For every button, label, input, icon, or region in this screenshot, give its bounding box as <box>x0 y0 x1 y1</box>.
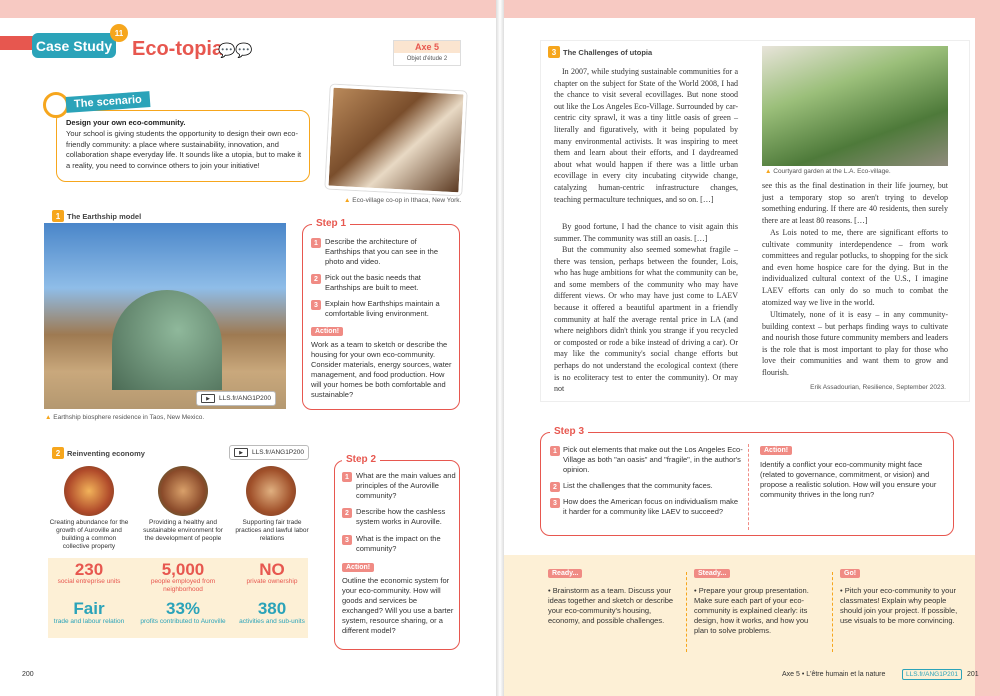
video-link-1[interactable]: ▶ LLS.fr/ANG1P200 <box>196 391 276 406</box>
play-icon: ▶ <box>234 448 248 457</box>
step-2-label: Step 2 <box>342 454 380 465</box>
step-1-action-text: Work as a team to sketch or describe the housing for your own eco-community. Consider materials, energy sources, water management, and food production. How will your homes be both comfortable and sustainable? <box>311 340 452 399</box>
page-number-right: 201 <box>967 671 979 678</box>
section-1-num: 1 <box>52 210 64 222</box>
stat-3-num: NO <box>259 560 285 579</box>
stat-4-label: trade and labour relation <box>53 618 125 625</box>
scenario-heading: Design your own eco-community. <box>66 118 186 127</box>
step-3-action-text: Identify a conflict your eco-community might face (related to governance, commitment, or vision) and propose a realistic solution. How will you ensure your community thrives in the long run? <box>760 460 937 499</box>
triangle-icon: ▲ <box>344 197 351 204</box>
step-2-q3: What is the impact on the community? <box>356 534 441 553</box>
source-line: Erik Assadourian, Resilience, September 2023. <box>810 384 946 391</box>
divider <box>686 572 687 652</box>
step-3-q2: List the challenges that the community faces. <box>563 481 713 490</box>
scenario-text: Your school is giving students the opportunity to design their own eco-friendly community: a place where sustainability, innovation, and collaboration shape everyday life. It sounds like a utopia, but to make it a reality, you need to convince others to join your initiative! <box>66 129 302 170</box>
section-2-num: 2 <box>52 447 64 459</box>
step-3-q2-num: 2 <box>550 482 560 492</box>
step-3-action-label: Action! <box>760 446 792 455</box>
text-col2-p2: As Lois noted to me, there are significant efforts to cultivate community interdependence – from work committees and regular potlucks, to shopping for the sick and even home hospice care for the dying. But in the individualized cultural context of the U.S., I imagine LAEV efforts can only do so much to combat the atomized way we live in the world. <box>762 228 948 307</box>
step-2-action-text: Outline the economic system for your eco-community. How will goods and services be exchanged? Will you use a barter system, resource sharing, or a different model? <box>342 576 454 635</box>
video-link-2[interactable]: ▶ LLS.fr/ANG1P200 <box>229 445 309 460</box>
case-study-badge: Case Study <box>32 33 116 58</box>
axe-box <box>393 40 461 66</box>
la-caption: ▲ Courtyard garden at the L.A. Eco-village. <box>765 168 891 175</box>
triangle-icon: ▲ <box>765 168 772 175</box>
step-2-q1: What are the main values and principles of the Auroville community? <box>356 471 456 500</box>
step-1-action-label: Action! <box>311 327 343 336</box>
stat-1-num: 230 <box>74 560 104 579</box>
steady-text: • Prepare your group presentation. Make sure each part of your eco-community is explained clearly: its design, how it works, and how you plan to solve problems. <box>694 586 809 635</box>
circle-label-3: Supporting fair trade practices and lawful labor relations <box>235 519 309 542</box>
circle-photo-3 <box>246 466 296 516</box>
stat-1-label: social entreprise units <box>57 578 121 585</box>
top-band-right <box>500 0 1000 18</box>
target-icon <box>43 92 69 118</box>
objet-label: Objet d'étude 2 <box>406 56 448 62</box>
step-1-q1: Describe the architecture of Earthships that you can see in the photo and video. <box>325 237 438 266</box>
step-1-label: Step 1 <box>312 218 350 229</box>
step-3-q1: Pick out elements that make out the Los Angeles Eco-Village as both "an oasis" and "fragile", in the author's opinion. <box>563 445 743 474</box>
page-title: Eco-topia <box>132 38 224 60</box>
ithaca-caption: ▲ Eco-village co-op in Ithaca, New York. <box>344 197 462 204</box>
section-3-title: The Challenges of utopia <box>563 48 653 57</box>
stat-4-num: Fair <box>73 599 105 618</box>
step-2-q2: Describe how the cashless system works in Auroville. <box>356 507 446 526</box>
step-1-q3: Explain how Earthships maintain a comfortable living environment. <box>325 299 440 318</box>
ithaca-photo <box>325 85 466 196</box>
text-col1-p2: By good fortune, I had the chance to visit again this summer. The community was still an oasis. […] <box>554 222 738 243</box>
stat-2-label: people employed from neighborhood <box>150 578 216 593</box>
step-2-q3-num: 3 <box>342 535 352 545</box>
text-col1-p1: In 2007, while studying sustainable communities for a chapter on the subject for State of the World 2008, I had the chance to visit several ecovillages. But none stood out like the Los Angeles Eco-Village. Surrounded by car-centric city sprawl, it was a tiny little oasis of green – literally and figuratively, with it being populated by many environmental activists. It was inspiring to meet them and learn about their efforts, and I daydreamed about what would happen if there was a little urban ecovillage in every city incubating citywide change, catalyzing human-centric infrastructure changes, teaching permaculture techniques, and so on. […] <box>554 67 738 204</box>
circle-label-2: Providing a healthy and sustainable environment for the development of people <box>143 519 223 542</box>
text-col2-p1: see this as the final destination in their life journey, but just a temporary stop so aren't trying to develop something enduring. If there are 40 residents, then surely there are at least 80 reasons. […] <box>762 181 948 225</box>
go-text: • Pitch your eco-community to your classmates! Explain why people should join your project. If possible, use visuals to be more convincing. <box>840 586 958 625</box>
stat-2-num: 5,000 <box>161 560 205 579</box>
stat-3-label: private ownership <box>246 578 298 585</box>
step-3-q1-num: 1 <box>550 446 560 456</box>
step-2-q2-num: 2 <box>342 508 352 518</box>
page-number-left: 200 <box>22 671 34 678</box>
la-garden-photo <box>762 46 948 166</box>
step-2-q1-num: 1 <box>342 472 352 482</box>
circle-photo-2 <box>158 466 208 516</box>
step-1-q1-num: 1 <box>311 238 321 248</box>
triangle-icon: ▲ <box>45 414 52 421</box>
speech-bubbles-icon: 💬💬 <box>218 42 253 58</box>
text-col2-p3: Ultimately, none of it is easy – in any community-building context – but perhaps finding ways to cultivate and nourish those future community members and leaders is the role that is most important to play for those who love their communities and want them to grow and flourish. <box>762 310 948 377</box>
divider <box>832 572 833 652</box>
earthship-house-shape <box>112 290 222 390</box>
go-label: Go! <box>840 569 860 578</box>
stat-5-num: 33% <box>165 599 201 618</box>
step-1-q2-num: 2 <box>311 274 321 284</box>
step-3-q3: How does the American focus on individualism make it harder for a community like LAEV to succeed? <box>563 497 739 516</box>
step-3-label: Step 3 <box>550 426 588 437</box>
stat-5-label: profits contributed to Auroville <box>140 618 226 625</box>
case-study-number: 11 <box>110 24 128 42</box>
footer-link[interactable]: LLS.fr/ANG1P201 <box>902 669 962 680</box>
play-icon: ▶ <box>201 394 215 403</box>
book-gutter <box>496 0 504 696</box>
section-1-title: The Earthship model <box>67 212 142 221</box>
side-band-right <box>975 0 1000 696</box>
steady-label: Steady... <box>694 569 730 578</box>
step-1-q3-num: 3 <box>311 300 321 310</box>
step-2-action-label: Action! <box>342 563 374 572</box>
section-3-num: 3 <box>548 46 560 58</box>
stat-6-label: activities and sub-units <box>239 618 305 625</box>
scenario-label: The scenario <box>66 91 151 113</box>
axe-label: Axe 5 <box>394 41 460 53</box>
stat-6-num: 380 <box>257 599 287 618</box>
text-col1-p3: But the community also seemed somewhat fragile – there was tension, perhaps between the founder, Lois, who has huge ambitions for what the community can be, and some members of the community who may have different views. Or who may have just come to LAEV because it offered a beautiful apartment in a friendly community at half the average rental price in LA (and where neighbors didn't think you strange if you recycled or composted or rode a bike instead of driving a car). Or may like the community's social change efforts but perhaps do not understand the ecological context (there is no ecoliteracy test to enter the community). Or may not <box>554 245 738 394</box>
step-3-q3-num: 3 <box>550 498 560 508</box>
section-2-title: Reinventing economy <box>67 449 145 458</box>
ready-text: • Brainstorm as a team. Discuss your ideas together and sketch or describe your eco-community's housing, economy, and possible challenges. <box>548 586 674 625</box>
top-band-left <box>0 0 500 18</box>
footer-axe: Axe 5 • L'être humain et la nature <box>782 671 886 678</box>
circle-photo-1 <box>64 466 114 516</box>
ready-label: Ready... <box>548 569 582 578</box>
divider <box>748 444 749 530</box>
circle-label-1: Creating abundance for the growth of Auroville and building a common collective property <box>49 519 129 550</box>
step-1-q2: Pick out the basic needs that Earthships are built to meet. <box>325 273 421 292</box>
earthship-caption: ▲ Earthship biosphere residence in Taos, New Mexico. <box>45 414 205 421</box>
